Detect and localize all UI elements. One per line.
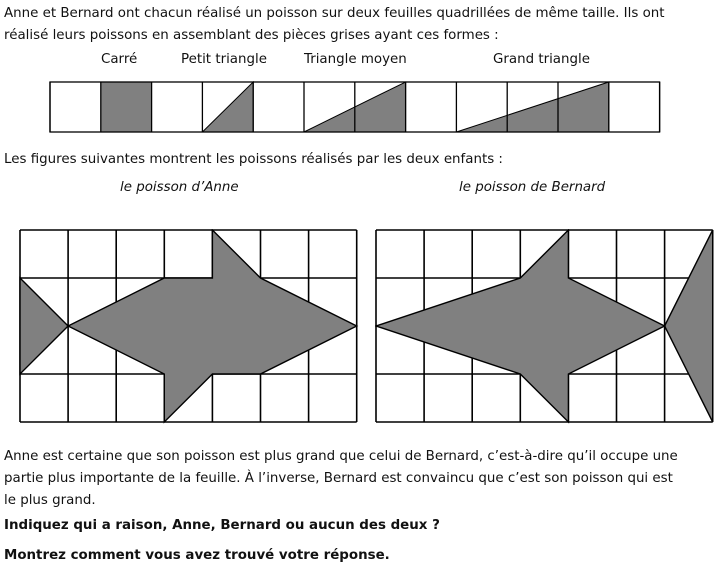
label-square: Carré [101, 52, 138, 67]
intro-line-1: Anne et Bernard ont chacun réalisé un poisson sur deux feuilles quadrillées de même taille. Ils ont [4, 6, 665, 21]
instruction: Montrez comment vous avez trouvé votre réponse. [4, 548, 390, 563]
square-piece [101, 82, 152, 132]
label-small-triangle: Petit triangle [181, 52, 267, 67]
intro-line-2: réalisé leurs poissons en assemblant des pièces grises ayant ces formes : [4, 28, 499, 43]
statement-line-3: le plus grand. [4, 493, 96, 508]
fish-outline [665, 230, 713, 422]
bernard-fish-label: le poisson de Bernard [459, 180, 606, 195]
statement-line-2: partie plus importante de la feuille. À l’inverse, Bernard est convaincu que c’est son poisson qui est [4, 471, 673, 486]
large-triangle-piece [456, 82, 608, 132]
anne-fish-label: le poisson d’Anne [120, 180, 239, 195]
anne-fish-figure [19, 229, 359, 424]
bernard-fish-figure [375, 229, 715, 424]
label-large-triangle: Grand triangle [493, 52, 590, 67]
shapes-strip [49, 81, 662, 134]
fish-outline [20, 278, 68, 374]
small-triangle-piece [202, 82, 253, 132]
label-medium-triangle: Triangle moyen [304, 52, 407, 67]
statement-line-1: Anne est certaine que son poisson est plus grand que celui de Bernard, c’est-à-dire qu’il occupe une [4, 449, 678, 464]
question: Indiquez qui a raison, Anne, Bernard ou aucun des deux ? [4, 518, 440, 533]
figures-intro: Les figures suivantes montrent les poissons réalisés par les deux enfants : [4, 152, 503, 167]
